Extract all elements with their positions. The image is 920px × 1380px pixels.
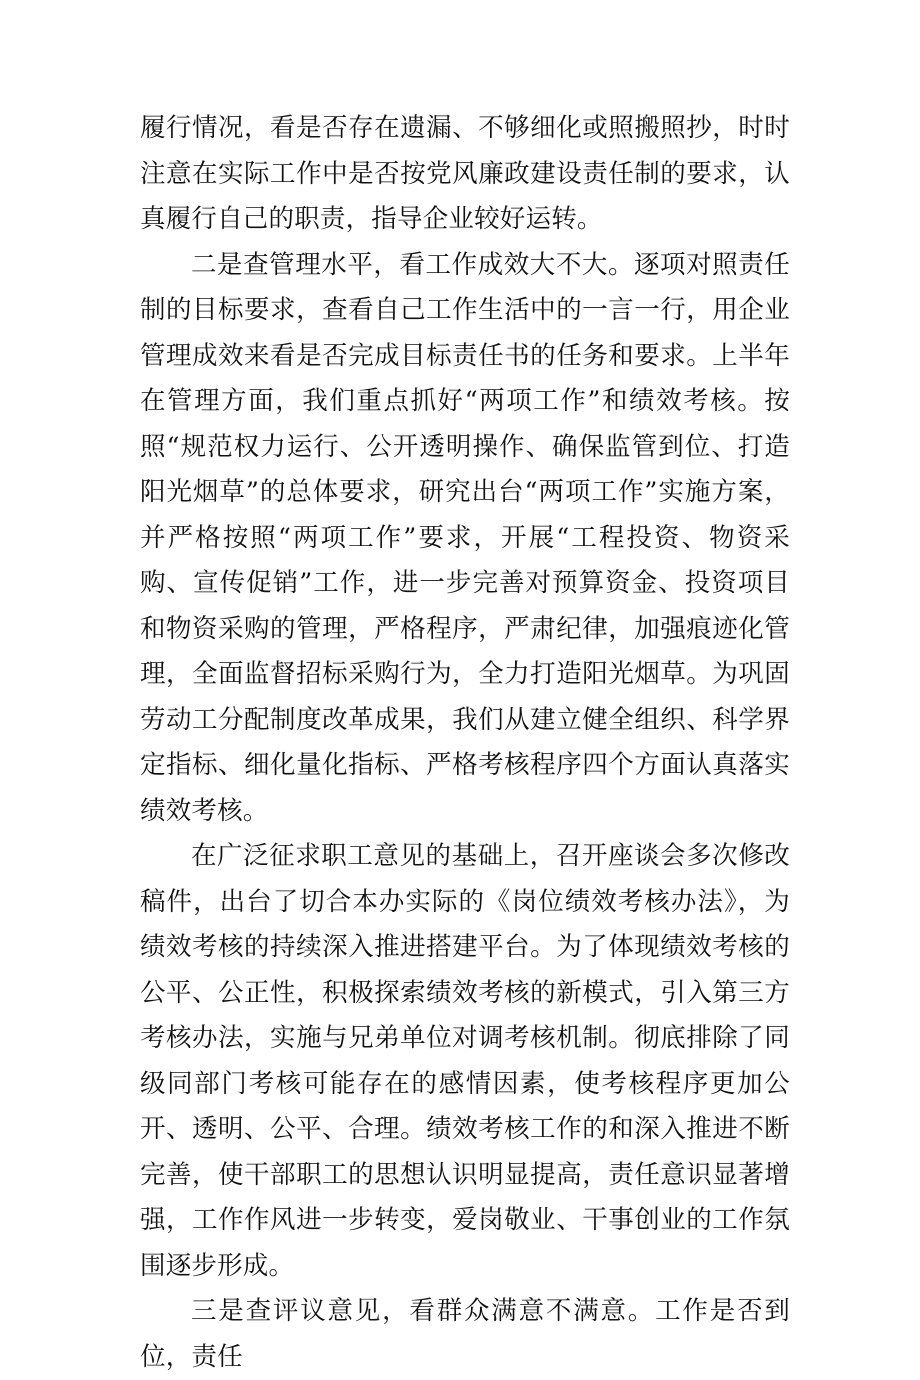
paragraph-4: 三是查评议意见，看群众满意不满意。工作是否到位，责任 (140, 1296, 790, 1372)
paragraph-1: 履行情况，看是否存在遗漏、不够细化或照搬照抄，时时注意在实际工作中是否按党风廉政建设责任制的要求，认真履行自己的职责，指导企业较好运转。 (140, 113, 790, 234)
paragraph-2: 二是查管理水平，看工作成效大不大。逐项对照责任制的目标要求，查看自己工作生活中的一言一行，用企业管理成效来看是否完成目标责任书的任务和要求。上半年在管理方面，我们重点抓好“两项工作”和绩效考核。按照“规范权力运行、公开透明操作、确保监管到位、打造阳光烟草”的总体要求，研究出台“两项工作”实施方案，并严格按照“两项工作”要求，开展“工程投资、物资采购、宣传促销”工作，进一步完善对预算资金、投资项目和物资采购的管理，严格程序，严肃纪律，加强痕迹化管理，全面监督招标采购行为，全力打造阳光烟草。为巩固劳动工分配制度改革成果，我们从建立健全组织、科学界定指标、细化量化指标、严格考核程序四个方面认真落实绩效考核。 (140, 249, 790, 826)
document-body (140, 106, 790, 1380)
paragraph-3: 在广泛征求职工意见的基础上，召开座谈会多次修改稿件，出台了切合本办实际的《岗位绩效考核办法》，为绩效考核的持续深入推进搭建平台。为了体现绩效考核的公平、公正性，积极探索绩效考核的新模式，引入第三方考核办法，实施与兄弟单位对调考核机制。彻底排除了同级同部门考核可能存在的感情因素，使考核程序更加公开、透明、公平、合理。绩效考核工作的和深入推进不断完善，使干部职工的思想认识明显提高，责任意识显著增强，工作作风进一步转变，爱岗敬业、干事创业的工作氛围逐步形成。 (140, 841, 790, 1281)
